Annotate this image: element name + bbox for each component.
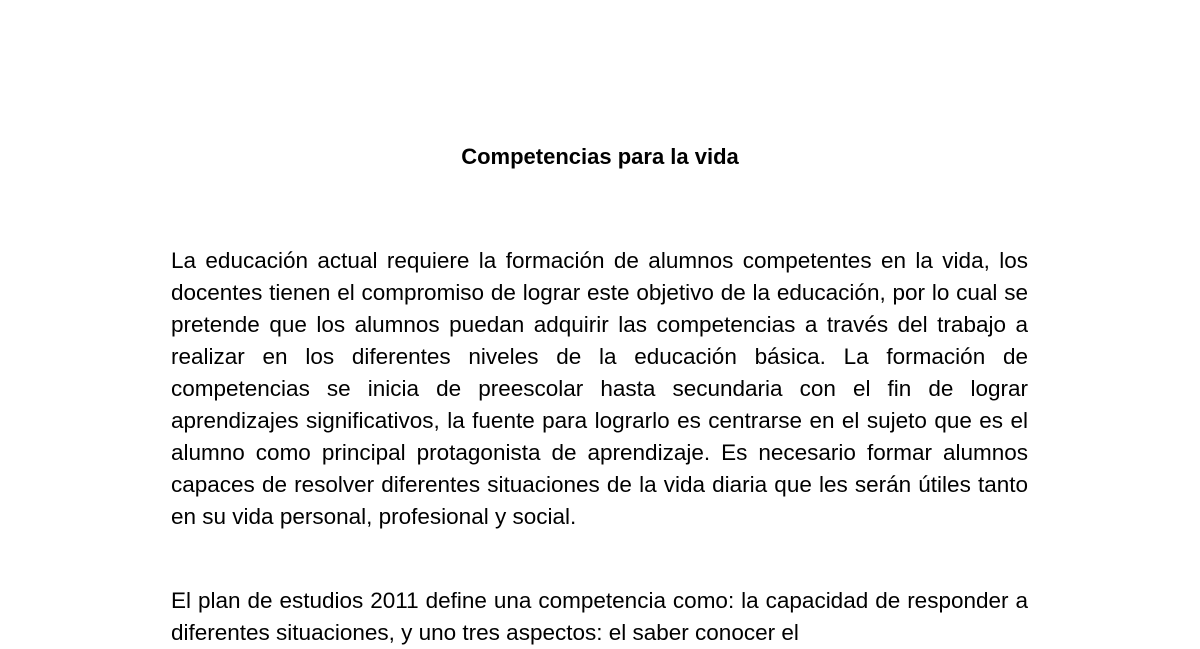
document-title: Competencias para la vida [461, 144, 739, 169]
paragraph-intro: La educación actual requiere la formación de alumnos competentes en la vida, los docentes tienen el compromiso de lograr este objetivo de la educación, por lo cual se pretende que los alumnos puedan adquirir las competencias a través del trabajo a realizar en los diferentes niveles de la educación básica. La formación de competencias se inicia de preescolar hasta secundaria con el fin de lograr aprendizajes significativos, la fuente para lograrlo es centrarse en el sujeto que es el alumno como principal protagonista de aprendizaje. Es necesario formar alumnos capaces de resolver diferentes situaciones de la vida diaria que les serán útiles tanto en su vida personal, profesional y social. [171, 248, 1028, 529]
paragraph-plan-estudios: El plan de estudios 2011 define una competencia como: la capacidad de responder a diferentes situaciones, y uno tres aspectos: el saber conocer el [171, 588, 1028, 645]
